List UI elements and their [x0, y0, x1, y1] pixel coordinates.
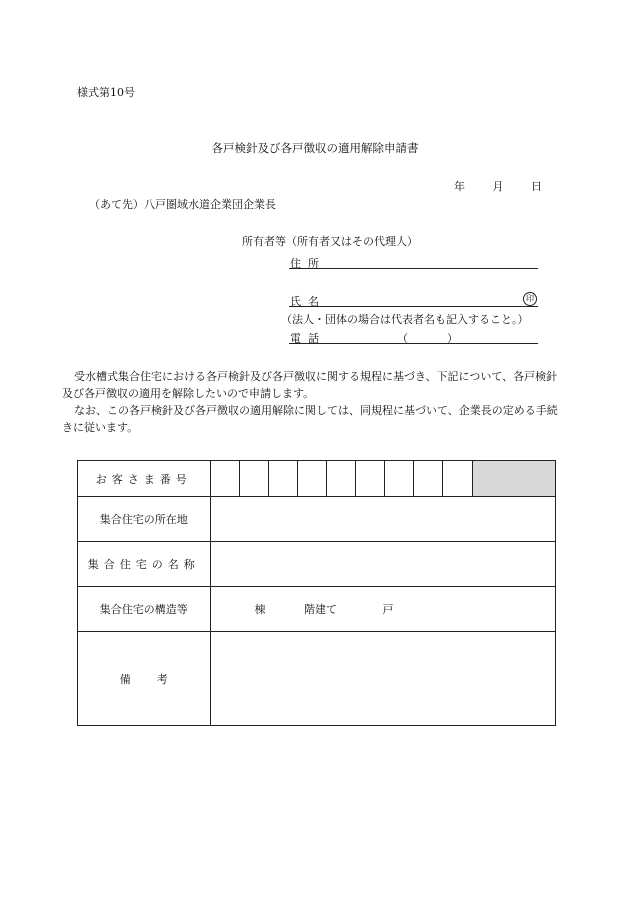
date-day: 日 [531, 180, 542, 193]
application-body [62, 368, 562, 436]
customer-number-digit[interactable] [385, 461, 414, 497]
customer-number-digit[interactable] [268, 461, 297, 497]
document-title: 各戸検針及び各戸徴収の適用解除申請書 [211, 141, 419, 155]
customer-number-label: お客さま番号 [78, 461, 211, 497]
address-field[interactable] [289, 254, 538, 269]
remarks-label: 備考 [78, 632, 211, 726]
structure-buildings-unit: 棟 [254, 603, 266, 616]
body-paragraph-1: 受水槽式集合住宅における各戸検針及び各戸徴収に関する規程に基づき、下記について、各戸検針及び各戸徴収の適用を解除したいので申請します。 [62, 370, 558, 400]
phone-paren-close: ） [447, 332, 458, 345]
owner-label: 所有者等（所有者又はその代理人） [242, 235, 418, 248]
customer-number-row [78, 461, 556, 497]
customer-number-digit[interactable] [443, 461, 472, 497]
customer-number-digit[interactable] [239, 461, 268, 497]
structure-floors-unit: 階建て [304, 603, 338, 616]
customer-number-digit[interactable] [326, 461, 355, 497]
phone-paren-open: （ [397, 332, 408, 345]
building-name-label: 集合住宅の名称 [78, 542, 211, 587]
office-use-cell [472, 461, 555, 497]
structure-label: 集合住宅の構造等 [78, 587, 211, 632]
customer-number-digit[interactable] [210, 461, 239, 497]
building-name-input[interactable] [210, 542, 555, 587]
customer-number-digit[interactable] [297, 461, 326, 497]
date-line [430, 181, 542, 192]
body-paragraph-2: なお、この各戸検針及び各戸徴収の適用解除に関しては、同規程に基づいて、企業長の定める手続きに従います。 [62, 404, 558, 434]
customer-number-digit[interactable] [356, 461, 385, 497]
phone-label: 電話 [290, 332, 326, 345]
customer-number-digit[interactable] [414, 461, 443, 497]
remarks-input[interactable] [210, 632, 555, 726]
phone-field[interactable] [289, 329, 538, 344]
name-field[interactable] [289, 292, 538, 307]
location-row [78, 497, 556, 542]
application-table [77, 460, 556, 726]
corporate-note: （法人・団体の場合は代表者名も記入すること。） [281, 313, 529, 326]
addressee: （あて先）八戸圏域水道企業団企業長 [89, 198, 276, 211]
seal-mark: 印 [523, 292, 537, 306]
location-input[interactable] [210, 497, 555, 542]
form-number: 様式第10号 [77, 86, 135, 99]
structure-input[interactable] [210, 587, 555, 632]
name-label: 氏名 [290, 295, 326, 308]
date-month: 月 [492, 180, 504, 193]
date-year: 年 [454, 180, 465, 193]
structure-row [78, 587, 556, 632]
structure-units-unit: 戸 [382, 603, 394, 616]
building-name-row [78, 542, 556, 587]
remarks-row [78, 632, 556, 726]
address-label: 住所 [290, 257, 326, 270]
location-label: 集合住宅の所在地 [78, 497, 211, 542]
